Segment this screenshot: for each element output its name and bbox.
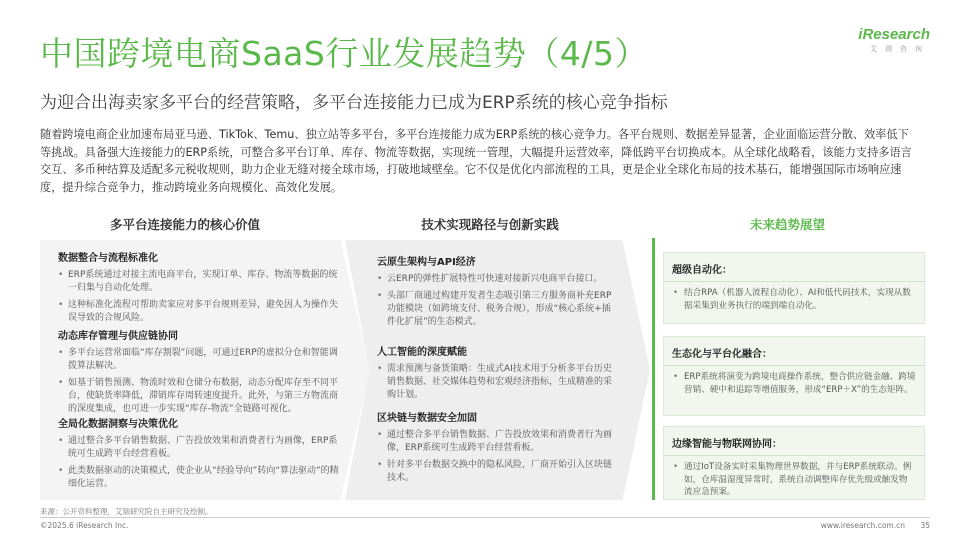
- brand-logo: [850, 26, 930, 54]
- page-title: 中国跨境电商SaaS行业发展趋势（4/5）: [40, 34, 648, 73]
- intro-paragraph: 随着跨境电商企业加速布局亚马逊、TikTok、Temu、独立站等多平台，多平台连接能力成为ERP系统的核心竞争力。各平台规则、数据差异显著，企业面临运营分散、效率低下等挑战。具备强大连接能力的ERP系统，可整合多平台订单、库存、物流等数据，实现统一管理，大幅提升运营效率，降低跨平台切换成本。从全球化战略看，该能力支持多语言交互、多币种结算及适配多元税收规则，助力企业无缝对接全球市场，打破地域壁垒。它不仅是优化内部流程的工具，更是企业全球化布局的技术基石，能增强国际市场响应速度，提升综合竞争力，推动跨境业务向规模化、高效化发展。: [40, 128, 912, 194]
- bullet: • ERP系统通过对接主流电商平台，实现订单、库存、物流等数据的统一归集与自动化处理。: [58, 269, 340, 295]
- block-title: 人工智能的深度赋能: [377, 347, 467, 358]
- website-link[interactable]: www.iresearch.com.cn: [820, 521, 905, 530]
- future-card-text: • 通过IoT设备实时采集物理世界数据，并与ERP系统联动。例如，仓库温湿度异常时，系统自动调整库存优先级或触发物流应急预案。: [664, 456, 924, 499]
- tech-path-block-1: [377, 256, 617, 333]
- future-card-text: • ERP系统将演变为跨境电商操作系统，整合供应链金融、跨境营销、硬中和追踪等增值服务，形成“ERP＋X”的生态矩阵。: [664, 366, 924, 396]
- block-title: 区块链与数据安全加固: [377, 413, 477, 424]
- core-value-block-2: [58, 330, 340, 420]
- future-card-title: 超级自动化：: [664, 253, 924, 282]
- source-note: 来源：公开资料整理，艾瑞研究院自主研究及绘制。: [40, 507, 213, 516]
- future-card-3: [663, 426, 925, 500]
- future-card-1: [663, 252, 925, 324]
- bullet: • 通过整合多平台销售数据、广告投放效果和消费者行为画像，ERP系统可生成跨平台经营看板。: [377, 429, 617, 455]
- block-title: 动态库存管理与供应链协同: [58, 331, 178, 342]
- future-card-title: 边缘智能与物联网协同：: [664, 427, 924, 456]
- block-title: 全局化数据洞察与决策优化: [58, 419, 178, 430]
- logo-brand-text: iResearch: [858, 26, 930, 43]
- bullet: • 如基于销售预测、物流时效和仓储分布数据，动态分配库存至不同平台，使缺货率降低，滞销库存周转速度提升。此外，与第三方物流商的深度集成，也可进一步实现“库存-物流”全链路可视化。: [58, 377, 340, 416]
- bullet: • 云ERP的弹性扩展特性可快速对接新兴电商平台接口。: [377, 273, 617, 286]
- bullet: • 多平台运营常面临“库存割裂”问题，可通过ERP的虚拟分仓和智能调拨算法解决。: [58, 347, 340, 373]
- column-heading-tech-path: 技术实现路径与创新实践: [421, 217, 559, 232]
- page-number: 35: [920, 521, 930, 530]
- column-heading-future: 未来趋势展望: [749, 217, 825, 232]
- bullet: • 通过整合多平台销售数据、广告投放效果和消费者行为画像，ERP系统可生成跨平台经营看板。: [58, 435, 340, 461]
- copyright-text: ©2025.6 iResearch Inc.: [40, 521, 129, 530]
- block-title: 数据整合与流程标准化: [58, 253, 158, 264]
- future-card-text: • 结合RPA（机器人流程自动化）、AI和低代码技术，实现从数据采集到业务执行的端到端自动化。: [664, 282, 924, 312]
- core-value-block-3: [58, 418, 340, 495]
- bullet: • 头部厂商通过构建开发者生态吸引第三方服务商补充ERP功能模块（如跨境支付、税务合规），形成“核心系统+插件化扩展”的生态模式。: [377, 290, 617, 329]
- future-panel: [652, 238, 922, 500]
- tech-path-block-2: [377, 346, 617, 406]
- bullet: • 此类数据驱动的决策模式，使企业从“经验导向”转向“算法驱动”的精细化运营。: [58, 465, 340, 491]
- future-card-title: 生态化与平台化融合：: [664, 337, 924, 366]
- logo-cn-text: 艾瑞咨询: [870, 45, 930, 53]
- block-title: 云原生架构与API经济: [377, 257, 476, 268]
- future-card-2: [663, 336, 925, 416]
- bullet: • 针对多平台数据交换中的隐私风险，厂商开始引入区块链技术。: [377, 459, 617, 485]
- footer-divider: [40, 517, 930, 518]
- bullet: • 需求预测与备货策略：生成式AI技术用于分析多平台历史销售数据、社交媒体趋势和宏观经济指标，生成精准的采购计划。: [377, 363, 617, 402]
- bullet: • 这种标准化流程可帮助卖家应对多平台规则差异，避免因人为操作失误导致的合规风险。: [58, 299, 340, 325]
- column-heading-core-value: 多平台连接能力的核心价值: [109, 217, 260, 232]
- page-subtitle: 为迎合出海卖家多平台的经营策略，多平台连接能力已成为ERP系统的核心竞争指标: [40, 93, 668, 113]
- core-value-block-1: [58, 252, 340, 329]
- tech-path-block-3: [377, 412, 617, 489]
